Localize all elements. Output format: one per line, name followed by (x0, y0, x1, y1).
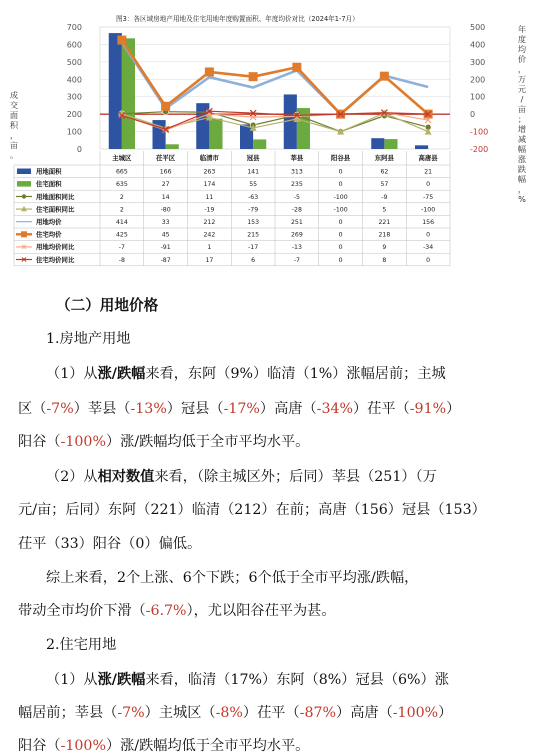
category-label: 莘县 (290, 154, 304, 162)
text-run: （2）从 (46, 469, 98, 485)
text-run: ）冠县（ (166, 401, 224, 417)
bar-land_area (109, 33, 122, 149)
table-cell: 215 (247, 231, 260, 239)
y-axis-label-right: 年 (517, 24, 527, 34)
y-axis-label-right: ， (517, 64, 527, 74)
text-run: 幅居前；莘县（ (18, 705, 118, 721)
text-run: -100% (392, 705, 439, 721)
y-axis-label-left: 成 (9, 90, 19, 100)
text-run: ）莘县（ (73, 401, 131, 417)
text-run: 来看，东阿（9%）临清（1%）涨幅居前；主城 (145, 366, 446, 382)
y-tick-left: 700 (66, 23, 82, 32)
chart-title: 图3：各区域房地产用地及住宅用地年度购置面积、年度均价对比（2024年1-7月） (116, 15, 359, 23)
table-cell: -28 (291, 206, 302, 214)
table-cell: 0 (338, 231, 343, 239)
subheading-land: 1.房地产用地 (46, 331, 131, 347)
table-cell: 11 (205, 193, 214, 201)
y-tick-right: 0 (470, 110, 476, 120)
table-cell: -13 (291, 244, 302, 252)
para-4-line-2 (18, 703, 538, 723)
y-axis-label-right: % (518, 194, 526, 204)
bar-res_area (209, 119, 222, 149)
y-tick-left: 0 (76, 145, 82, 154)
table-cell: 8 (382, 256, 387, 264)
y-tick-right: 200 (470, 75, 486, 85)
table-cell: 425 (115, 231, 128, 239)
y-tick-left: 300 (66, 92, 82, 102)
y-axis-label-left: 交 (9, 100, 19, 110)
text-run: -13% (130, 401, 167, 417)
para-4-line-3 (18, 736, 538, 756)
text-run: ） (446, 401, 461, 417)
table-cell: 0 (338, 219, 343, 226)
table-cell: 251 (290, 219, 303, 226)
y-axis-label-right: 幅 (517, 174, 527, 184)
table-cell: -80 (160, 206, 171, 214)
text-run: 带动全市均价下滑（ (18, 603, 146, 619)
point-marker (380, 72, 389, 81)
category-label: 主城区 (112, 154, 132, 162)
table-cell: 221 (378, 219, 391, 226)
table-cell: 21 (424, 168, 433, 176)
table-cell: -87 (160, 256, 171, 264)
text-run: ）茌平（ (242, 705, 300, 721)
para-1-line-1 (46, 364, 538, 384)
table-cell: -79 (248, 206, 259, 214)
text-run: 区（ (18, 401, 47, 417)
y-tick-left: 200 (66, 110, 82, 120)
table-cell: 635 (115, 181, 128, 189)
text-run: 涨/跌幅 (97, 672, 146, 688)
legend-marker (21, 231, 27, 237)
table-cell: 218 (378, 231, 391, 239)
table-cell: -9 (381, 193, 388, 201)
y-tick-right: 300 (470, 57, 486, 67)
category-label: 临清市 (199, 154, 219, 162)
legend-marker (22, 194, 26, 198)
y-axis-label-left: ， (9, 130, 19, 140)
y-axis-label-right: ； (517, 114, 527, 124)
y-axis-label-right: 均 (517, 44, 527, 54)
y-axis-label-left: 积 (9, 120, 19, 130)
series-name: 用地面积 (36, 167, 62, 176)
y-tick-right: 400 (470, 40, 486, 50)
table-cell: 2 (119, 206, 124, 214)
table-cell: 242 (203, 231, 216, 239)
category-label: 东阿县 (374, 154, 394, 162)
y-tick-left: 500 (66, 57, 82, 67)
bar-land_area (371, 138, 384, 149)
y-axis-label-right: 涨 (517, 154, 527, 164)
text-run: ）涨/跌幅均低于全市平均水平。 (105, 738, 310, 754)
text-run: 来看，临清（17%）东阿（8%）冠县（6%）涨 (145, 672, 449, 688)
text-run: 来看，（除主城区外；后同）莘县（251）（万 (154, 469, 437, 485)
table-cell: -34 (423, 244, 434, 252)
table-cell: 313 (290, 168, 303, 176)
point-marker (161, 102, 170, 111)
para-3-line-1: 综上来看，2个上涨、6个下跌；6个低于全市平均涨/跌幅， (46, 570, 419, 586)
table-cell: -75 (423, 193, 434, 201)
table-cell: -7 (118, 244, 125, 252)
table-cell: 0 (338, 168, 343, 176)
table-cell: 27 (161, 181, 170, 189)
text-run: ）高唐（ (259, 401, 317, 417)
table-cell: 665 (115, 168, 128, 176)
legend-swatch (17, 169, 31, 175)
y-tick-right: -200 (470, 145, 489, 154)
table-cell: 14 (161, 193, 170, 201)
table-cell: 1 (207, 244, 212, 252)
table-cell: -5 (293, 193, 300, 201)
y-tick-right: 100 (470, 92, 486, 102)
legend-swatch (17, 181, 31, 187)
series-name: 用地均价 (36, 218, 62, 226)
para-2-line-2: 元/亩；后同）东阿（221）临清（212）在前；高唐（156）冠县（153） (18, 502, 486, 518)
table-cell: -100 (333, 193, 348, 201)
para-4-line-1 (46, 670, 538, 690)
table-cell: 166 (159, 168, 172, 176)
table-cell: 0 (338, 181, 343, 189)
y-axis-label-left: 亩 (9, 140, 19, 150)
text-run: -8% (215, 705, 243, 721)
series-name: 用地面积同比 (36, 192, 75, 201)
text-run: 涨/跌幅 (97, 366, 146, 382)
text-run: ）茌平（ (352, 401, 410, 417)
series-name: 住宅面积同比 (36, 205, 75, 214)
point-marker (117, 36, 126, 45)
table-cell: 9 (382, 244, 387, 252)
table-cell: 174 (203, 181, 216, 189)
text-run: -100% (60, 434, 106, 450)
table-cell: 2 (119, 193, 124, 201)
series-name: 住宅均价 (36, 230, 62, 239)
text-run: ），尤以阳谷茌平为甚。 (186, 603, 336, 619)
category-label: 茌平区 (156, 154, 176, 162)
table-cell: 0 (338, 244, 343, 252)
table-cell: 17 (205, 256, 214, 264)
y-axis-label-right: 亩 (517, 104, 527, 114)
y-axis-label-right: 万 (517, 74, 527, 84)
subheading-residential: 2.住宅用地 (46, 637, 117, 653)
y-tick-left: 100 (66, 127, 82, 137)
table-cell: -100 (333, 206, 348, 214)
series-name: 住宅均价同比 (36, 255, 75, 264)
point-marker (249, 72, 258, 81)
table-cell: 269 (290, 231, 303, 239)
y-tick-left: 400 (66, 75, 82, 85)
y-tick-right: -100 (470, 127, 489, 137)
text-run: -6.7% (145, 603, 187, 619)
para-2-line-3: 茌平（33）阳谷（0）偏低。 (18, 536, 202, 552)
text-run: 阳谷（ (18, 434, 61, 450)
category-label: 冠县 (246, 154, 260, 162)
series-name: 住宅面积 (36, 180, 62, 189)
y-axis-label-right: 元 (517, 84, 527, 94)
text-run: 阳谷（ (18, 738, 61, 754)
table-cell: 55 (249, 181, 258, 189)
text-run: ）主城区（ (144, 705, 216, 721)
bar-res_area (253, 139, 266, 149)
table-cell: -100 (421, 206, 436, 214)
text-run: -7% (46, 401, 74, 417)
text-run: （1）从 (46, 672, 98, 688)
table-cell: -17 (248, 244, 259, 252)
table-cell: 263 (203, 168, 216, 176)
table-cell: -8 (118, 256, 125, 264)
table-cell: 212 (203, 219, 216, 226)
y-axis-label-right: 价 (517, 54, 527, 64)
y-axis-label-right: 减 (517, 134, 527, 144)
text-run: （1）从 (46, 366, 98, 382)
text-run: -34% (316, 401, 353, 417)
text-run: ）涨/跌幅均低于全市平均水平。 (105, 434, 310, 450)
text-run: -91% (409, 401, 447, 417)
para-1-line-2 (18, 399, 538, 419)
table-cell: 62 (380, 168, 389, 176)
text-run: ） (438, 705, 453, 721)
para-2-line-1 (46, 467, 538, 487)
text-run: -17% (223, 401, 260, 417)
text-run: ）高唐（ (336, 705, 393, 721)
table-cell: -63 (248, 193, 259, 201)
table-cell: -91 (160, 244, 171, 252)
text-run: -87% (299, 705, 336, 721)
y-axis-label-right: 跌 (517, 164, 527, 174)
y-tick-right: 500 (470, 23, 486, 32)
y-axis-label-right: ， (517, 184, 527, 194)
table-cell: 0 (426, 181, 431, 189)
text-run: -100% (60, 738, 106, 754)
text-run: -7% (117, 705, 145, 721)
y-axis-label-right: / (520, 94, 524, 104)
chart-figure (0, 0, 538, 288)
y-axis-label-right: 增 (517, 124, 527, 134)
table-cell: 156 (422, 219, 435, 226)
y-axis-label-right: 幅 (517, 144, 527, 154)
table-cell: 33 (161, 219, 170, 226)
table-cell: -19 (204, 206, 215, 214)
section-heading: （二）用地价格 (56, 297, 159, 314)
table-cell: 0 (426, 256, 431, 264)
para-3-line-2 (18, 601, 538, 621)
table-cell: 45 (161, 231, 170, 239)
y-tick-left: 600 (66, 40, 82, 50)
table-cell: 235 (290, 181, 303, 189)
y-axis-label-left: 面 (9, 110, 19, 120)
table-cell: 153 (247, 219, 260, 226)
category-label: 阳谷县 (331, 154, 351, 162)
table-cell: 0 (338, 256, 343, 264)
table-cell: 57 (380, 181, 389, 189)
table-cell: 6 (251, 256, 256, 264)
bar-res_area (384, 139, 397, 149)
point-marker (205, 67, 214, 76)
category-label: 高唐县 (418, 154, 438, 162)
table-cell: 141 (247, 168, 260, 176)
text-run: 相对数值 (97, 469, 155, 485)
bar-land_area (415, 145, 428, 149)
table-cell: -7 (293, 256, 300, 264)
y-axis-label-left: 。 (9, 150, 19, 160)
bar-res_area (166, 144, 179, 149)
series-name: 用地均价同比 (36, 243, 75, 252)
y-axis-label-right: 度 (517, 34, 527, 44)
point-marker (292, 63, 301, 72)
table-cell: 5 (382, 206, 387, 214)
table-cell: 0 (426, 231, 431, 239)
para-1-line-3 (18, 432, 538, 452)
table-cell: 414 (115, 219, 128, 226)
chart-svg (0, 0, 538, 288)
